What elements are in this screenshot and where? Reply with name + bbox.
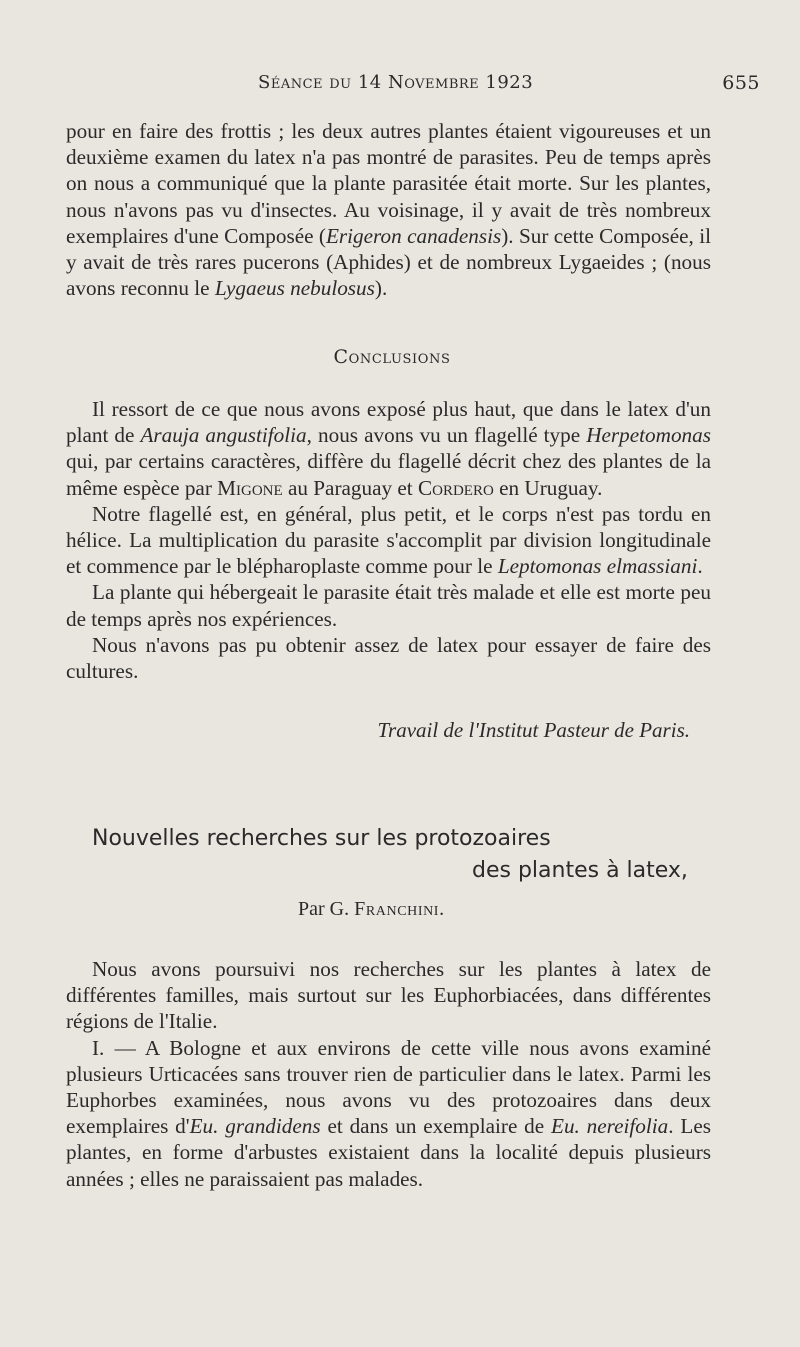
text-run: en Uruguay.	[493, 475, 603, 500]
text-run: Notre flagellé est, en général, plus petit, et le corps n'est pas tordu en hélice. La multiplication du parasite s'accomplit par division longitudinale et commence par le blépharoplaste comme pour le	[66, 501, 711, 579]
article-body	[66, 956, 711, 1192]
conclusions-heading: Conclusions	[333, 346, 451, 368]
text-run: ). Sur cette Composée, il y avait de très rares pucerons (Aphides) et de nombreux Lygaeides ; (nous avons reconnu le	[66, 223, 711, 301]
species-name: Lygaeus nebulosus	[214, 276, 375, 301]
genus-name: Herpetomonas	[586, 423, 711, 448]
text-run: pour en faire des frottis ; les deux autres plantes étaient vigoureuses et un deuxième examen du latex n'a pas montré de parasites. Peu de temps après on nous a communiqué que la plante parasitée était morte. Sur les plantes, nous n'avons pas vu d'insectes. Au voisinage, il y avait de très nombreux exemplaires d'une Composée (	[66, 119, 711, 248]
article-title-line2: des plantes à latex,	[472, 858, 688, 883]
paragraph	[66, 396, 711, 501]
species-name: Eu. nereifolia	[551, 1114, 669, 1139]
paragraph-continuation	[66, 118, 711, 301]
text-run: .	[697, 554, 703, 579]
text-run: I. — A Bologne et aux environs de cette ville nous avons examiné plusieurs Urticacées sans trouver rien de particulier dans le latex. Parmi les Euphorbes examinées, nous avons vu des protozoaires dans deux exemplaires d'	[66, 1035, 711, 1139]
paragraph: Nous n'avons pas pu obtenir assez de latex pour essayer de faire des cultures.	[66, 632, 711, 684]
author-name: Migone	[217, 475, 283, 500]
header-title: Séance du 14 Novembre 1923	[258, 72, 534, 93]
author-suffix: .	[439, 898, 445, 920]
text-run: qui, par certains caractères, diffère du flagellé décrit chez des plantes de la même espèce par	[66, 449, 711, 500]
page-number: 655	[722, 72, 760, 94]
paragraph: La plante qui hébergeait le parasite était très malade et elle est morte peu de temps après nos expériences.	[66, 580, 711, 631]
paragraph: Nous avons poursuivi nos recherches sur les plantes à latex de différentes familles, mais surtout sur les Euphorbiacées, dans différentes régions de l'Italie.	[66, 957, 711, 1034]
text-run: et dans un exemplaire de	[320, 1114, 552, 1139]
species-name: Leptomonas elmassiani	[497, 554, 698, 579]
article-author	[298, 898, 444, 921]
author-name: Cordero	[417, 475, 494, 500]
paragraph	[66, 1035, 711, 1192]
species-name: Eu. grandidens	[189, 1114, 321, 1139]
running-header	[258, 72, 760, 93]
conclusions-body	[66, 396, 711, 684]
text-run: , nous avons vu un flagellé type	[306, 423, 587, 448]
text-run: . Les plantes, en forme d'arbustes existaient dans la localité depuis plusieurs années ; elles ne paraissaient pas malades.	[66, 1114, 711, 1191]
paragraph	[66, 501, 711, 580]
article-title-line1: Nouvelles recherches sur les protozoaires	[92, 826, 551, 851]
text-run: Il ressort de ce que nous avons exposé plus haut, que dans le latex d'un plant de	[66, 397, 711, 448]
species-name: Erigeron canadensis	[325, 223, 502, 248]
text-run: au Paraguay et	[282, 475, 418, 500]
institution-signoff: Travail de l'Institut Pasteur de Paris.	[377, 718, 690, 742]
author-name: Franchini	[354, 898, 440, 920]
species-name: Arauja angustifolia	[140, 423, 307, 448]
paragraph	[66, 118, 711, 301]
text-run: ).	[374, 276, 388, 301]
author-prefix: Par G.	[298, 898, 355, 920]
